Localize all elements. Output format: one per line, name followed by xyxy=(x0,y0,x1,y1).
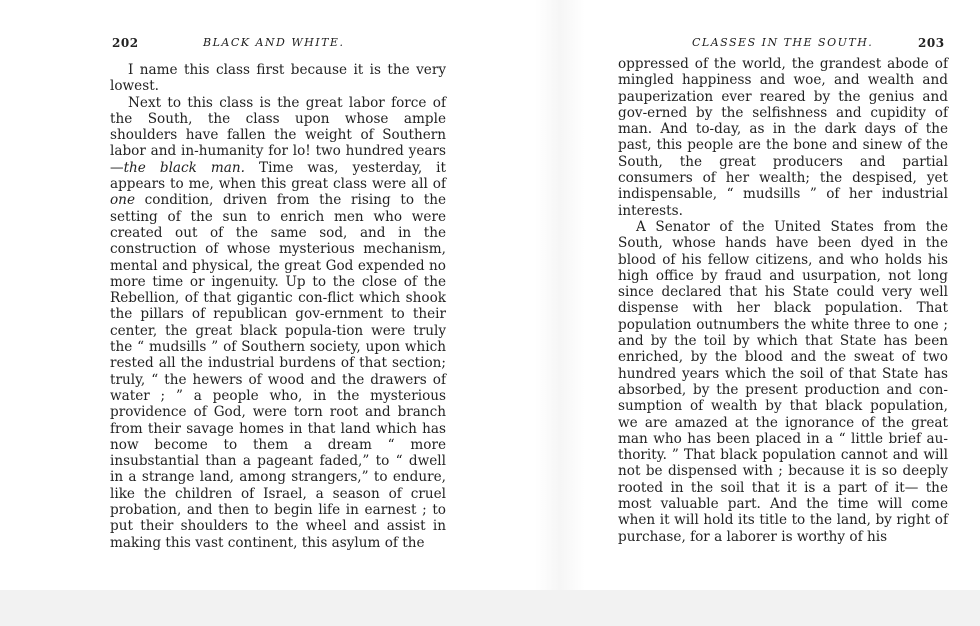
right-page-number: 203 xyxy=(918,36,945,50)
paragraph xyxy=(618,56,948,219)
paragraph xyxy=(110,95,446,551)
paragraph-text: A Senator of the United States from the South, whose hands have been dyed in the blood of his fellow citizens, and who holds his high office by fraud and usurpation, not long since declared that his State could very well dispense with her black population. That population outnumbers the white three to one ; and by the toil by which that State has been enriched, by the blood and the sweat of two hundred years which the soil of that State has absorbed, by the present production and con-sumption of wealth by that black population, we are amazed at the ignorance of the great man who has been placed in a “ little brief au-thority. ” That black population cannot and will not be dispensed with ; because it is so deeply rooted in the soil that it is a part of it— the most valuable part. And the time will come when it will hold its title to the land, by right of purchase, for a laborer is worthy of his xyxy=(618,218,948,545)
italic-text: the black man. xyxy=(123,159,245,176)
right-running-head: CLASSES IN THE SOUTH. xyxy=(692,36,874,49)
paragraph xyxy=(618,219,948,545)
italic-text: one xyxy=(110,192,135,209)
paragraph-text: Time was, yesterday, it appears to me, when this great class were all of xyxy=(110,159,446,193)
right-page-body xyxy=(618,56,948,545)
left-page-body xyxy=(110,62,446,551)
paragraph-text: condition, driven from the rising to the setting of the sun to enrich men who were created out of the same sod, and in the construction of whose mysterious mechanism, mental and physical, the great God expended no more time or ingenuity. Up to the close of the Rebellion, of that gigantic con-flict which shook the pillars of republican gov-ernment to their center, the great black popula-tion were truly the “ mudsills ” of Southern society, upon which rested all the industrial burdens of that section; truly, “ the hewers of wood and the drawers of water ; ” a people who, in the mysterious providence of God, were torn root and branch from their savage homes in that land which has now become to them a dream “ more insubstantial than a pageant faded,” to “ dwell in a strange land, among strangers,” to endure, like the children of Israel, a season of cruel probation, and then to begin life in earnest ; to put their shoulders to the wheel and assist in making this vast continent, this asylum of the xyxy=(110,192,446,551)
left-page-number: 202 xyxy=(112,36,139,50)
paragraph-text: I name this class first because it is the very lowest. xyxy=(110,62,446,95)
paragraph-text: Next to this class is the great labor force of the South, the class upon whose ample shoulders have fallen the weight of Southern labor and in-humanity for lo! two hundred years— xyxy=(110,94,446,176)
paragraph-text: oppressed of the world, the grandest abode of mingled happiness and woe, and wealth and pauperization ever reared by the genius and gov-erned by the selfishness and cupidity of man. And to-day, as in the dark days of the past, this people are the bone and sinew of the South, the great producers and partial consumers of her wealth; the despised, yet indispensable, “ mudsills ” of her industrial interests. xyxy=(618,56,948,219)
left-running-head: BLACK AND WHITE. xyxy=(203,36,345,49)
paragraph xyxy=(110,62,446,95)
scan-bottom-margin xyxy=(0,590,980,626)
book-gutter xyxy=(535,0,585,590)
